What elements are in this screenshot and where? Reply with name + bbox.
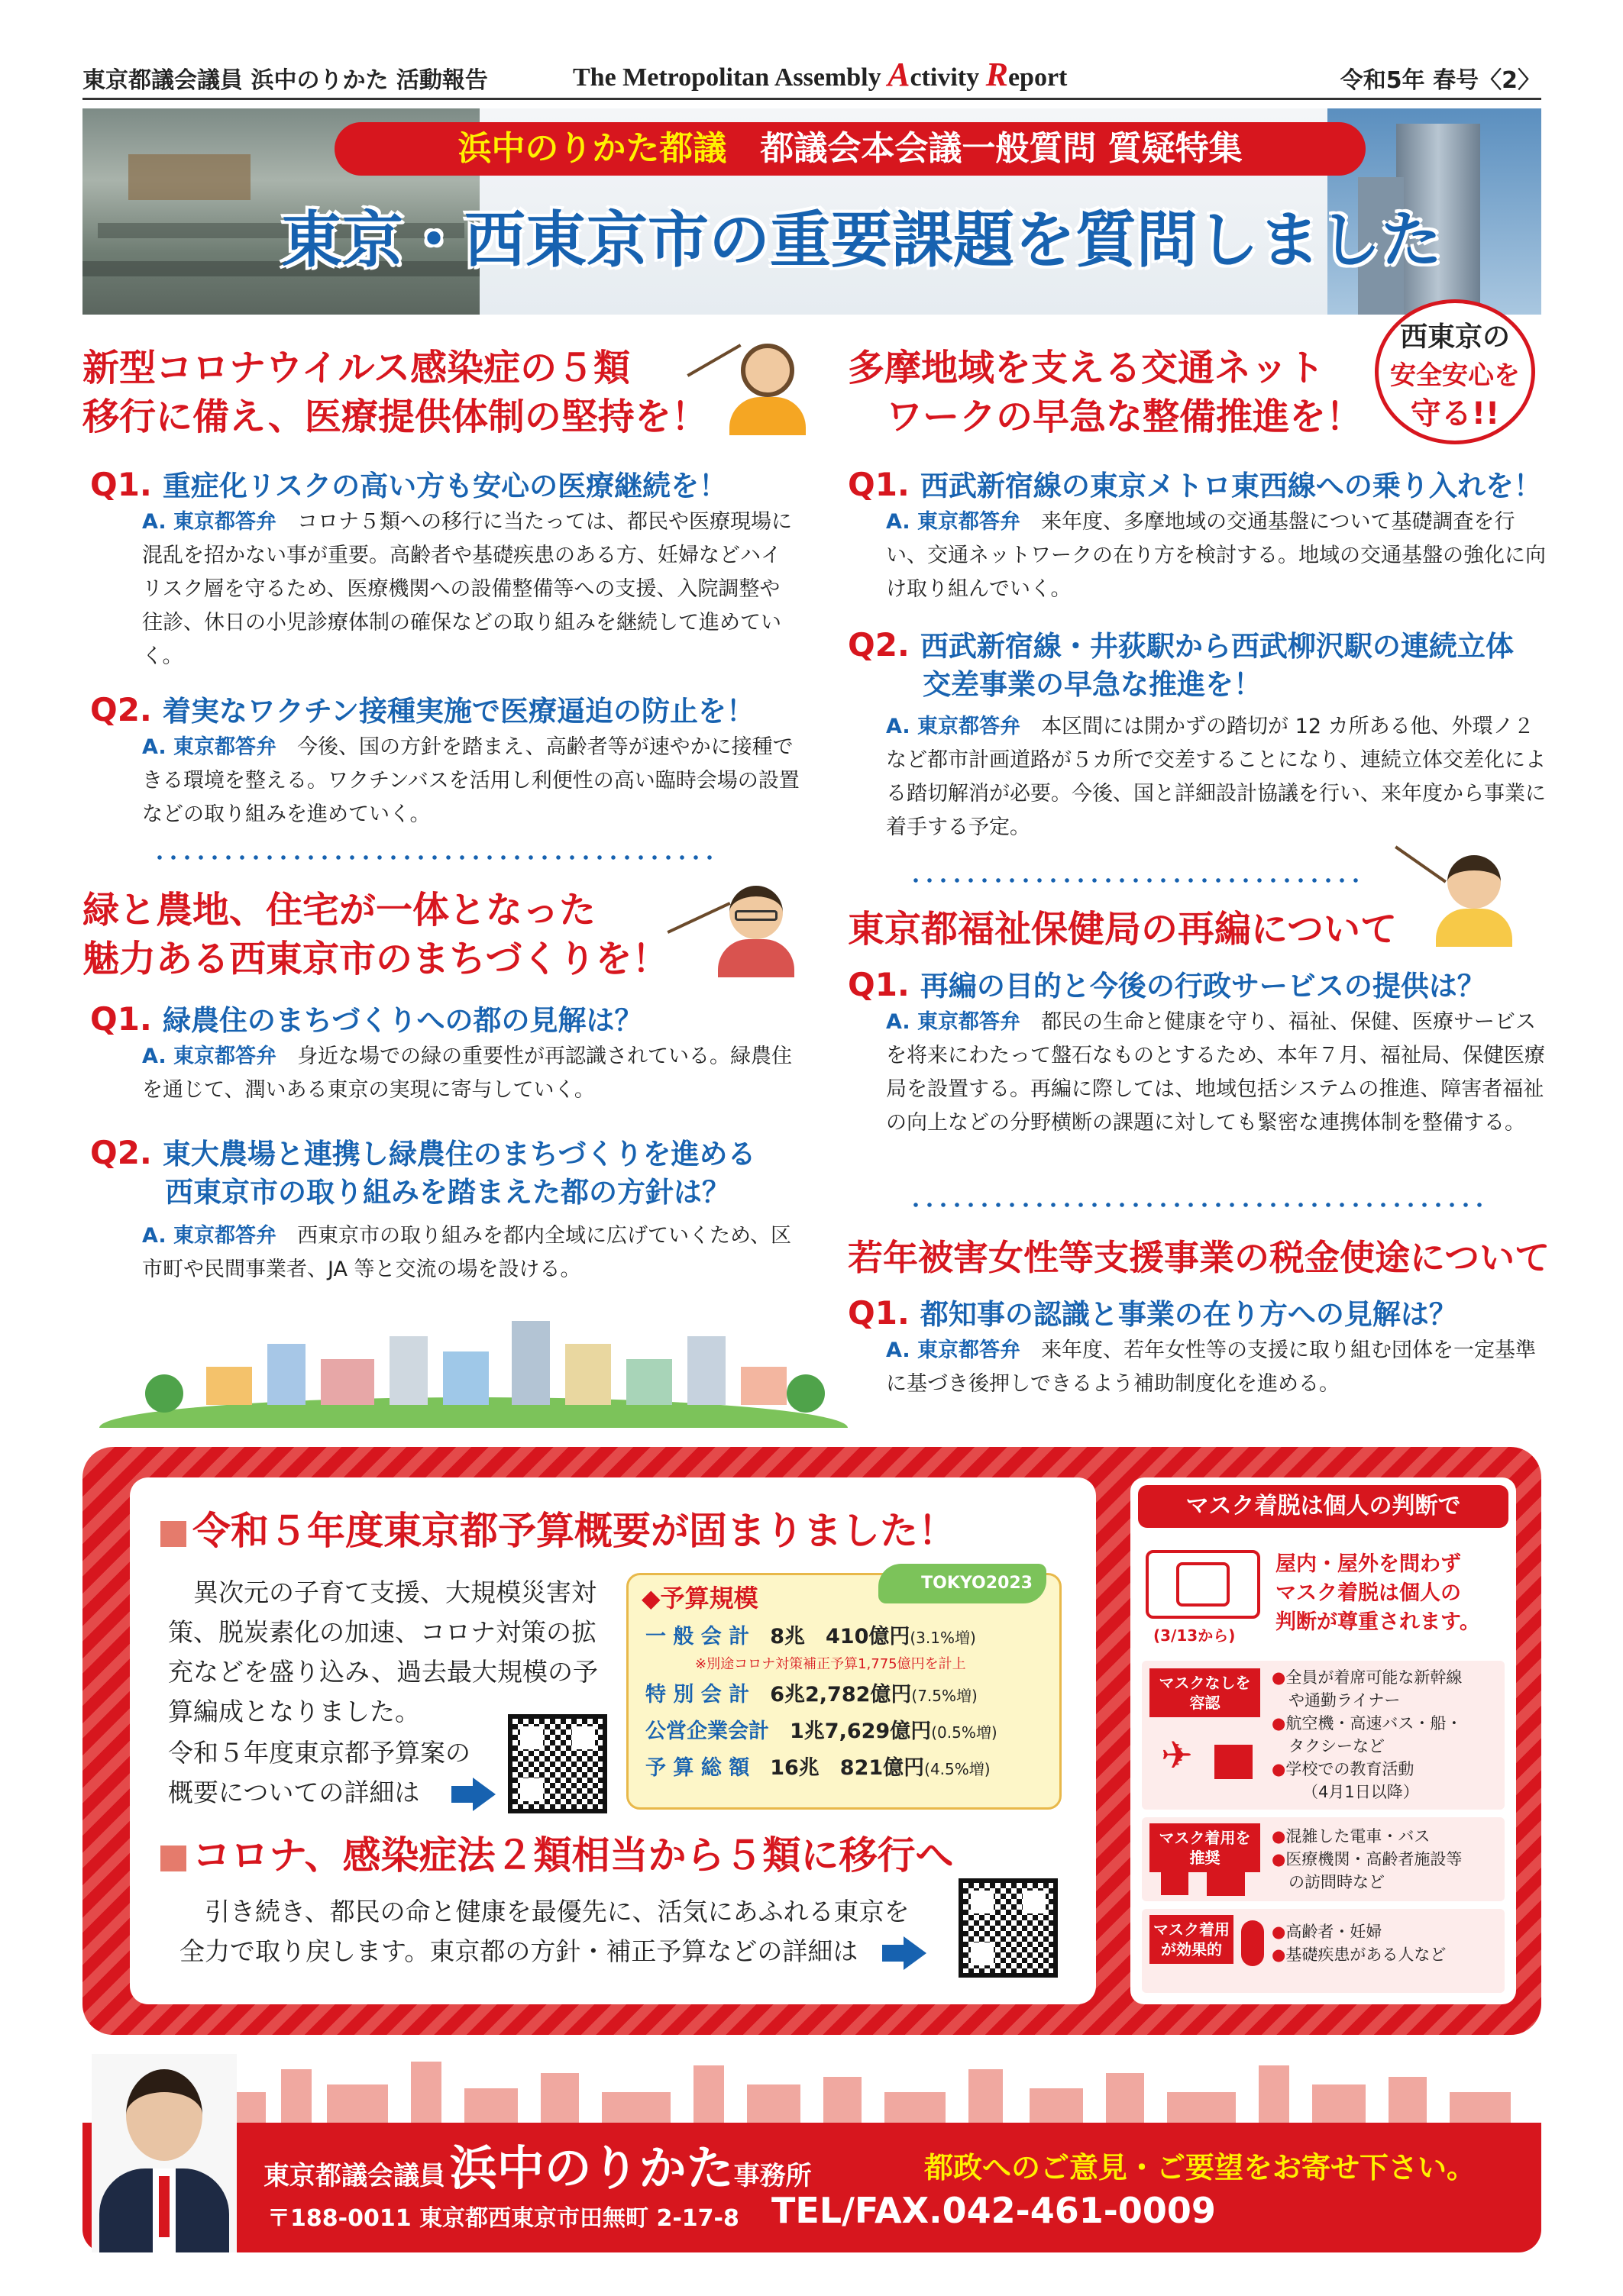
transport-q2: Q2. 西武新宿線・井荻駅から西武柳沢駅の連続立体 xyxy=(848,626,1514,664)
pregnant-person-icon xyxy=(1241,1920,1264,1966)
girl-illustration xyxy=(1436,855,1512,947)
airplane-icon: ✈ xyxy=(1161,1733,1193,1778)
safety-seal: 西東京の 安全安心を 守る!! xyxy=(1375,299,1535,444)
header-center: The Metropolitan Assembly Activity Report xyxy=(573,56,1068,93)
greenery-q1: Q1. 緑農住のまちづくりへの都の見解は？ xyxy=(90,1000,643,1038)
greenery-a2: A. 東京都答弁 西東京市の取り組みを都内全域に広げていくため、区市町や民間事業者、JA 等と交流の場を設ける。 xyxy=(142,1224,791,1281)
banner-tag: 浜中のりかた都議 都議会本会議一般質問 質疑特集 xyxy=(335,122,1366,176)
banner xyxy=(82,108,1541,315)
mask-group-3-items: ●高齢者・妊婦 ●基礎疾患がある人など xyxy=(1272,1923,1447,1964)
women-support-q1: Q1. 都知事の認識と事業の在り方への見解は？ xyxy=(848,1294,1457,1332)
budget-qr-code[interactable] xyxy=(508,1714,607,1813)
transport-a1: A. 東京都答弁 来年度、多摩地域の交通基盤について基礎調査を行い、交通ネットワークの在り方を検討する。地域の交通基盤の強化に向け取り組んでいく。 xyxy=(886,510,1546,601)
budget-total: 予 算 総 額 16兆 821億円(4.5%増) xyxy=(645,1756,991,1780)
mask-group-1-label: マスクなしを容認 xyxy=(1149,1668,1260,1717)
train-icon xyxy=(1161,1871,1188,1895)
welfare-a1: A. 東京都答弁 都民の生命と健康を守り、福祉、保健、医療サービスを将来にわたって盤石なものとするため、本年７月、福祉局、保健医療局を設置する。再編に際しては、地域包括システムの推進、障害者福祉の向上などの分野横断の課題に対しても緊密な連携体制を整備する。 xyxy=(886,1010,1545,1135)
section-title-greenery: 緑と農地、住宅が一体となった 魅力ある西東京市のまちづくりを！ xyxy=(82,889,669,980)
footer-address: 〒188-0011 東京都西東京市田無町 2-17-8 xyxy=(267,2205,739,2232)
section-title-corona: 新型コロナウイルス感染症の５類 移行に備え、医療提供体制の堅持を！ xyxy=(82,347,708,438)
budget-special: 特 別 会 計 6兆2,782億円(7.5%増) xyxy=(645,1683,978,1707)
footer-message: 都政へのご意見・ご要望をお寄せ下さい。 xyxy=(924,2151,1476,2185)
mask-group-3-label: マスク着用が効果的 xyxy=(1149,1915,1233,1964)
corona-a1: A. 東京都答弁 コロナ５類への移行に当たっては、都民や医療現場に混乱を招かない事が重要。高齢者や基礎疾患のある方、妊婦などハイリスク層を守るため、医療機関への設備整備等への支援、入院調整や往診、休日の小児診療体制の確保などの取り組みを継続して進めていく。 xyxy=(142,510,793,668)
transport-q1: Q1. 西武新宿線の東京メトロ東西線への乗り入れを！ xyxy=(848,466,1542,503)
corona-q2: Q2. 着実なワクチン接種実施で医療逼迫の防止を！ xyxy=(90,691,755,728)
corona-heading: コロナ、感染症法２類相当から５類に移行へ xyxy=(160,1825,954,1880)
welfare-q1: Q1. 再編の目的と今後の行政サービスの提供は？ xyxy=(848,966,1486,1003)
cityscape-illustration xyxy=(99,1313,848,1428)
divider xyxy=(909,1203,1489,1207)
budget-heading: 令和５年度東京都予算概要が固まりました！ xyxy=(160,1500,956,1555)
corona-q1: Q1. 重症化リスクの高い方も安心の医療継続を！ xyxy=(90,466,728,503)
budget-general: 一 般 会 計 8兆 410億円(3.1%増) xyxy=(645,1625,976,1649)
banner-headline: 東京・西東京市の重要課題を質問しました xyxy=(281,205,1442,276)
mask-title: マスク着脱は個人の判断で xyxy=(1138,1485,1508,1528)
mask-icon xyxy=(1146,1550,1260,1619)
footer-skyline xyxy=(82,2046,1541,2130)
mask-group-2-items: ●混雑した電車・バス ●医療機関・高齢者施設等 の訪問時など xyxy=(1272,1827,1463,1891)
corona-qr-code[interactable] xyxy=(959,1878,1058,1978)
budget-scale-title: ◆予算規模 xyxy=(642,1584,758,1613)
header-left: 東京都議会議員 浜中のりかた 活動報告 xyxy=(82,67,488,94)
hospital-icon xyxy=(1207,1867,1245,1896)
section-title-transport: 多摩地域を支える交通ネット ワークの早急な整備推進を！ xyxy=(848,347,1363,438)
corona-a2: A. 東京都答弁 今後、国の方針を踏まえ、高齢者等が速やかに接種できる環境を整える。ワクチンバスを活用し利便性の高い臨時会場の設置などの取り組みを進めていく。 xyxy=(142,735,800,826)
section-title-welfare: 東京都福祉保健局の再編について xyxy=(848,908,1398,951)
mask-lead: 屋内・屋外を問わず マスク着脱は個人の 判断が尊重されます。 xyxy=(1275,1552,1480,1634)
left-column xyxy=(82,344,785,441)
transport-a2: A. 東京都答弁 本区間には開かずの踏切が 12 カ所ある他、外環ノ２など都市計画道路が５カ所で交差することになり、連続立体交差化による踏切解消が必要。今後、国と詳細設計協議を行い、来年度から事業に着手する予定。 xyxy=(886,715,1546,839)
arrow-right-icon xyxy=(473,1778,496,1811)
politician-portrait xyxy=(92,2054,237,2252)
footer-tel[interactable]: TEL/FAX.042-461-0009 xyxy=(771,2190,1216,2231)
greenery-q2: Q2. 東大農場と連携し緑農住のまちづくりを進める xyxy=(90,1134,756,1171)
mask-group-2-label: マスク着用を推奨 xyxy=(1149,1823,1260,1872)
man-with-glasses-illustration xyxy=(718,886,794,977)
divider xyxy=(153,855,718,860)
arrow-right-icon xyxy=(904,1936,926,1970)
issue-label: 令和5年 春号〈2〉 xyxy=(1340,67,1541,94)
corona-body: 引き続き、都民の命と健康を最優先に、活気にあふれる東京を 全力で取り戻します。東京都の方針・補正予算などの詳細は xyxy=(179,1892,959,1971)
elder-woman-illustration xyxy=(729,344,806,435)
mask-date: (3/13から) xyxy=(1153,1626,1236,1645)
section-title-women-support: 若年被害女性等支援事業の税金使途について xyxy=(848,1237,1550,1278)
budget-body: 異次元の子育て支援、大規模災害対策、脱炭素化の加速、コロナ対策の拡充などを盛り込み、過去最大規模の予算編成となりました。 xyxy=(168,1577,598,1726)
women-support-a1: A. 東京都答弁 来年度、若年女性等の支援に取り組む団体を一定基準に基づき後押しできるよう補助制度化を進める。 xyxy=(886,1339,1537,1396)
divider xyxy=(909,878,1367,883)
budget-link-text: 令和５年度東京都予算案の 概要についての詳細は xyxy=(168,1733,504,1813)
school-icon xyxy=(1214,1745,1253,1779)
mask-group-1-items: ●全員が着席可能な新幹線 や通勤ライナー ●航空機・高速バス・船・ タクシーなど ●学校での教育活動 （4月1日以降） xyxy=(1272,1668,1463,1801)
tokyo-badge: TOKYO2023 xyxy=(878,1564,1046,1603)
budget-enterprise: 公営企業会計 1兆7,629億円(0.5%増) xyxy=(645,1720,997,1743)
header-rule xyxy=(82,98,1541,100)
budget-note: ※別途コロナ対策補正予算1,775億円を計上 xyxy=(695,1656,966,1672)
footer-office-line: 東京都議会議員 浜中のりかた事務所 xyxy=(263,2140,812,2196)
greenery-a1: A. 東京都答弁 身近な場での緑の重要性が再認識されている。緑農住を通じて、潤いある東京の実現に寄与していく。 xyxy=(142,1045,793,1102)
